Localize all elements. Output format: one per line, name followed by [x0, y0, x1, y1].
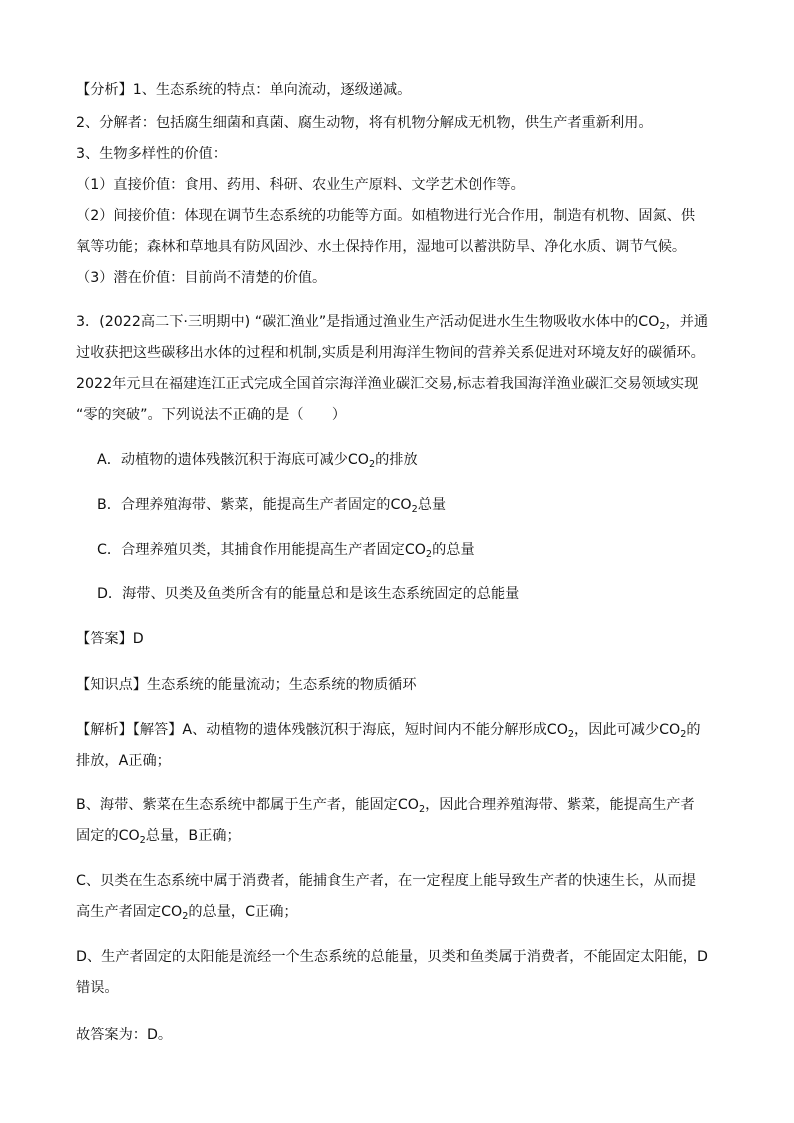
analysis-line-2: 2、分解者：包括腐生细菌和真菌、腐生动物，将有机物分解成无机物，供生产者重新利用。 [76, 115, 653, 131]
option-c[interactable] [97, 540, 475, 560]
subscript: 2 [411, 503, 418, 515]
explanation-line-6 [76, 902, 298, 922]
analysis-line-7: （3）潜在价值：目前尚不清楚的价值。 [76, 270, 327, 286]
explanation-text: B、海带、紫菜在生态系统中都属于生产者，能固定CO [76, 797, 419, 813]
explanation-text: 【解析】【解答】A、动植物的遗体残骸沉积于海底，短时间内不能分解形成CO [76, 722, 568, 738]
explanation-line-3 [76, 795, 695, 815]
explanation-text: ，因此可减少CO [574, 722, 681, 738]
subscript: 2 [659, 320, 666, 332]
subscript: 2 [425, 548, 433, 560]
option-text: 的排放 [375, 452, 418, 468]
analysis-line-5: （2）间接价值：体现在调节生态系统的功能等方面。如植物进行光合作用，制造有机物、固氮、供 [76, 208, 696, 224]
option-text: 的总量 [432, 542, 475, 558]
option-text: B．合理养殖海带、紫菜，能提高生产者固定的CO [97, 497, 412, 513]
analysis-line-4: （1）直接价值：食用、药用、科研、农业生产原料、文学艺术创作等。 [76, 177, 525, 193]
subscript: 2 [368, 458, 376, 470]
explanation-text: 固定的CO [76, 828, 140, 844]
question-line-4: “零的突破”。下列说法不正确的是（ ） [76, 407, 347, 423]
explanation-text: 的 [686, 722, 701, 738]
question-text: 3．(2022高二下·三明期中) “碳汇渔业”是指通过渔业生产活动促进水生生物吸收水体中的CO [76, 314, 660, 330]
analysis-line-3: 3、生物多样性的价值： [76, 146, 227, 162]
subscript: 2 [182, 910, 189, 922]
option-text: C．合理养殖贝类，其捕食作用能提高生产者固定CO [97, 542, 426, 558]
option-b[interactable] [97, 495, 446, 515]
question-text: ，并通 [665, 314, 709, 330]
explanation-text: 高生产者固定CO [76, 904, 183, 920]
option-a[interactable] [97, 450, 418, 470]
option-text: 总量 [417, 497, 447, 513]
explanation-line-8: 错误。 [76, 980, 119, 996]
subscript: 2 [139, 834, 146, 846]
subscript: 2 [680, 728, 687, 740]
explanation-line-5: C、贝类在生态系统中属于消费者，能捕食生产者，在一定程度上能导致生产者的快速生长，从而提 [76, 873, 696, 889]
explanation-text: 的总量，C正确； [188, 904, 298, 920]
explanation-line-4 [76, 826, 241, 846]
subscript: 2 [418, 803, 426, 815]
explanation-text: ，因此合理养殖海带、紫菜，能提高生产者 [425, 797, 695, 813]
explanation-line-2: 排放，A正确； [76, 753, 171, 769]
explanation-line-1 [76, 720, 701, 740]
option-d[interactable]: D．海带、贝类及鱼类所含有的能量总和是该生态系统固定的总能量 [97, 586, 520, 602]
subscript: 2 [567, 728, 575, 740]
option-text: A．动植物的遗体残骸沉积于海底可减少CO [97, 452, 369, 468]
question-line-1 [76, 312, 708, 332]
question-line-3: 2022年元旦在福建连江正式完成全国首宗海洋渔业碳汇交易,标志着我国海洋渔业碳汇交易领域实现 [76, 376, 699, 392]
explanation-text: 总量，B正确； [145, 828, 241, 844]
knowledge-point-line: 【知识点】生态系统的能量流动；生态系统的物质循环 [76, 677, 417, 693]
answer-line: 【答案】D [76, 631, 144, 647]
final-answer-line: 故答案为：D。 [76, 1027, 173, 1043]
explanation-line-7: D、生产者固定的太阳能是流经一个生态系统的总能量，贝类和鱼类属于消费者，不能固定太阳能，D [76, 949, 708, 965]
analysis-line-1: 【分析】1、生态系统的特点：单向流动，逐级递减。 [76, 82, 412, 98]
analysis-line-6: 氧等功能；森林和草地具有防风固沙、水土保持作用，湿地可以蓄洪防旱、净化水质、调节气候。 [76, 239, 687, 255]
question-line-2: 过收获把这些碳移出水体的过程和机制,实质是利用海洋生物间的营养关系促进对环境友好的碳循环。 [76, 345, 705, 361]
